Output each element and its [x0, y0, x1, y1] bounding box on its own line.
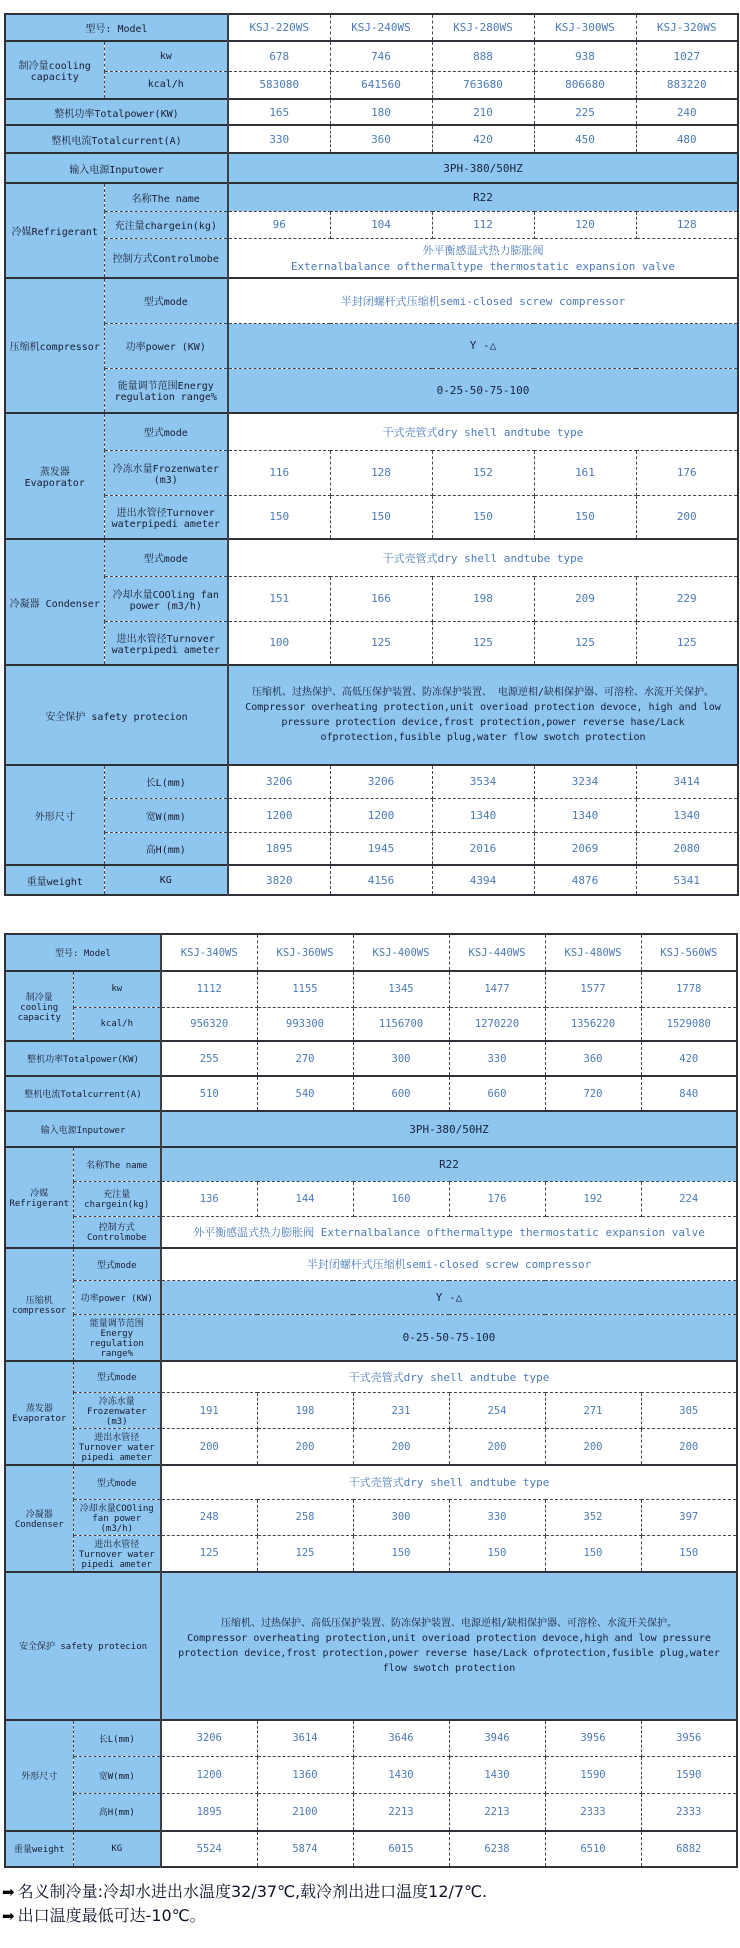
value-cell: 330: [449, 1041, 545, 1076]
width-label: 宽W(mm): [73, 1757, 161, 1794]
charge-label: 充注量chargein(kg): [104, 211, 228, 238]
value-cell: 1200: [228, 798, 330, 832]
compressor-mode-value: 半封闭螺杆式压缩机semi-closed screw compressor: [228, 278, 738, 323]
value-cell: 112: [432, 211, 534, 238]
totalpower-label: 整机功率Totalpower(KW): [5, 1041, 161, 1076]
length-row: [5, 765, 738, 798]
page: [0, 13, 740, 1929]
value-cell: 200: [641, 1429, 737, 1466]
dimensions-label: 外形尺寸: [5, 765, 104, 865]
energy-regulation-value: 0-25-50-75-100: [161, 1314, 737, 1361]
value-cell: 125: [432, 621, 534, 665]
value-cell: 510: [161, 1076, 257, 1111]
value-cell: 225: [534, 99, 636, 125]
value-cell: 180: [330, 99, 432, 125]
value-cell: 3820: [228, 865, 330, 895]
value-cell: 125: [257, 1535, 353, 1572]
value-cell: 450: [534, 125, 636, 153]
cooling-water-label: 冷却水量COOling fan power (m3/h): [104, 576, 228, 621]
value-cell: 3234: [534, 765, 636, 798]
frozen-water-label: 冷冻水量Frozenwater (m3): [104, 450, 228, 495]
energy-regulation-label: 能量调节范围Energy regulation range%: [104, 368, 228, 413]
width-label: 宽W(mm): [104, 798, 228, 832]
evaporator-mode-value: 干式壳管式dry shell andtube type: [228, 413, 738, 450]
value-cell: 6238: [449, 1831, 545, 1867]
weight-label: 重量weight: [5, 865, 104, 895]
value-cell: 1590: [641, 1757, 737, 1794]
safety-value-cn: 压缩机、过热保护、高低压保护装置、防冻保护装置、电源逆相/缺相保护器、可溶栓、水流开关保护。: [220, 1617, 678, 1629]
value-cell: 2333: [641, 1794, 737, 1831]
cooling-kcal-row: [5, 1007, 737, 1041]
value-cell: 583080: [228, 71, 330, 99]
input-power-value: 3PH-380/50HZ: [161, 1111, 737, 1147]
cooling-kw-row: [5, 971, 737, 1007]
cond-pipe-row: [5, 1535, 737, 1572]
value-cell: 1155: [257, 971, 353, 1007]
value-cell: 3946: [449, 1720, 545, 1757]
cooling-water-label: 冷却水量COOling fan power (m3/h): [73, 1499, 161, 1535]
mode-label: 型式mode: [104, 413, 228, 450]
control-label: 控制方式Controlmobe: [104, 238, 228, 278]
evaporator-mode-value: 干式壳管式dry shell andtube type: [161, 1361, 737, 1393]
mode-label: 型式mode: [73, 1465, 161, 1499]
input-power-value: 3PH-380/50HZ: [228, 153, 738, 183]
value-cell: 150: [353, 1535, 449, 1572]
value-cell: 150: [449, 1535, 545, 1572]
evap-pipe-row: [5, 1429, 737, 1466]
evaporator-label: 蒸发器 Evaporator: [5, 1361, 73, 1466]
value-cell: 641560: [330, 71, 432, 99]
model-cell: KSJ-340WS: [161, 934, 257, 971]
value-cell: 3614: [257, 1720, 353, 1757]
value-cell: 3956: [545, 1720, 641, 1757]
weight-unit: KG: [104, 865, 228, 895]
condenser-label: 冷凝器 Condenser: [5, 539, 104, 665]
value-cell: 151: [228, 576, 330, 621]
value-cell: 600: [353, 1076, 449, 1111]
mode-label: 型式mode: [104, 539, 228, 576]
value-cell: 540: [257, 1076, 353, 1111]
value-cell: 3414: [636, 765, 738, 798]
value-cell: 3206: [228, 765, 330, 798]
model-row: [5, 14, 738, 41]
cond-pipe-label: 进出水管径Turnover water pipedi ameter: [73, 1535, 161, 1572]
condenser-mode-row: [5, 1465, 737, 1499]
value-cell: 1270220: [449, 1007, 545, 1041]
model-cell: KSJ-280WS: [432, 14, 534, 41]
control-label: 控制方式Controlmobe: [73, 1216, 161, 1248]
control-value-cn: 外平衡感温式热力膨胀阀: [422, 244, 544, 258]
cooling-water-row: [5, 576, 738, 621]
arrow-icon: ➡: [2, 1882, 15, 1901]
condenser-mode-row: [5, 539, 738, 576]
energy-regulation-row: [5, 368, 738, 413]
value-cell: 198: [432, 576, 534, 621]
condenser-mode-value: 干式壳管式dry shell andtube type: [161, 1465, 737, 1499]
condenser-label: 冷凝器 Condenser: [5, 1465, 73, 1572]
arrow-icon: ➡: [2, 1907, 15, 1926]
refrigerant-name-label: 名称The name: [104, 183, 228, 211]
power-label: 功率power (KW): [73, 1280, 161, 1314]
value-cell: 1340: [432, 798, 534, 832]
value-cell: 2213: [449, 1794, 545, 1831]
value-cell: 125: [330, 621, 432, 665]
value-cell: 1430: [353, 1757, 449, 1794]
safety-row: [5, 1572, 737, 1720]
footnote-line-1: [2, 1880, 740, 1905]
height-label: 高H(mm): [73, 1794, 161, 1831]
value-cell: 3206: [161, 1720, 257, 1757]
safety-value-en: Compressor overheating protection,unit overioad protection devoce,high and low pressure protection device,frost protection,power reverse hase/Lack ofprotection,fusible plug,water flow swotch protection: [178, 1632, 720, 1674]
compressor-power-row: [5, 1280, 737, 1314]
control-value: [228, 238, 738, 278]
compressor-mode-value: 半封闭螺杆式压缩机semi-closed screw compressor: [161, 1248, 737, 1280]
totalcurrent-label: 整机电流Totalcurrent(A): [5, 1076, 161, 1111]
value-cell: 1477: [449, 971, 545, 1007]
control-value: [161, 1216, 737, 1248]
charge-row: [5, 211, 738, 238]
input-power-label: 输入电源Inputower: [5, 1111, 161, 1147]
refrigerant-name-row: [5, 1147, 737, 1181]
value-cell: 152: [432, 450, 534, 495]
value-cell: 1590: [545, 1757, 641, 1794]
value-cell: 2080: [636, 832, 738, 865]
kcal-label: kcal/h: [104, 71, 228, 99]
value-cell: 125: [534, 621, 636, 665]
value-cell: 1945: [330, 832, 432, 865]
value-cell: 1156700: [353, 1007, 449, 1041]
control-row: [5, 1216, 737, 1248]
spec-table-1: [4, 13, 739, 896]
value-cell: 3956: [641, 1720, 737, 1757]
value-cell: 144: [257, 1181, 353, 1216]
value-cell: 128: [636, 211, 738, 238]
totalpower-row: [5, 1041, 737, 1076]
input-power-label: 输入电源Inputower: [5, 153, 228, 183]
kw-label: kw: [104, 41, 228, 71]
cooling-capacity-label: 制冷量cooling capacity: [5, 971, 73, 1041]
value-cell: 258: [257, 1499, 353, 1535]
safety-value: [161, 1572, 737, 1720]
value-cell: 2100: [257, 1794, 353, 1831]
power-value: Y -△: [228, 323, 738, 368]
value-cell: 254: [449, 1393, 545, 1429]
cooling-kw-row: [5, 41, 738, 71]
control-value-en: Externalbalance ofthermaltype thermostatic expansion valve: [320, 1225, 705, 1239]
value-cell: 270: [257, 1041, 353, 1076]
value-cell: 2213: [353, 1794, 449, 1831]
value-cell: 200: [545, 1429, 641, 1466]
refrigerant-name-label: 名称The name: [73, 1147, 161, 1181]
weight-row: [5, 865, 738, 895]
value-cell: 480: [636, 125, 738, 153]
value-cell: 1356220: [545, 1007, 641, 1041]
evap-pipe-row: [5, 495, 738, 539]
value-cell: 2016: [432, 832, 534, 865]
value-cell: 1895: [161, 1794, 257, 1831]
value-cell: 763680: [432, 71, 534, 99]
input-power-row: [5, 1111, 737, 1147]
control-value-cn: 外平衡感温式热力膨胀阀: [193, 1225, 315, 1239]
weight-unit: KG: [73, 1831, 161, 1867]
safety-value-en: Compressor overheating protection,unit overioad protection devoce, high and low pressure protection device,frost protection,power reverse hase/Lack ofprotection,fusible plug,water flow swotch protection: [245, 702, 721, 743]
charge-label: 充注量chargein(kg): [73, 1181, 161, 1216]
control-value-en: Externalbalance ofthermaltype thermostatic expansion valve: [290, 260, 676, 274]
value-cell: 6882: [641, 1831, 737, 1867]
value-cell: 806680: [534, 71, 636, 99]
value-cell: 5341: [636, 865, 738, 895]
value-cell: 1778: [641, 971, 737, 1007]
compressor-power-row: [5, 323, 738, 368]
footnote-line-2: [2, 1904, 740, 1929]
safety-value-cn: 压缩机、过热保护、高低压保护装置、防冻保护装置、 电源逆相/缺相保护器、可溶栓、水流开关保护。: [251, 687, 715, 698]
safety-label: 安全保护 safety protecion: [5, 1572, 161, 1720]
value-cell: 161: [534, 450, 636, 495]
power-label: 功率power (KW): [104, 323, 228, 368]
frozen-water-label: 冷冻水量Frozenwater (m3): [73, 1393, 161, 1429]
value-cell: 231: [353, 1393, 449, 1429]
compressor-mode-row: [5, 278, 738, 323]
value-cell: 96: [228, 211, 330, 238]
model-cell: KSJ-240WS: [330, 14, 432, 41]
energy-regulation-value: 0-25-50-75-100: [228, 368, 738, 413]
compressor-mode-row: [5, 1248, 737, 1280]
value-cell: 993300: [257, 1007, 353, 1041]
model-cell: KSJ-360WS: [257, 934, 353, 971]
length-label: 长L(mm): [104, 765, 228, 798]
value-cell: 210: [432, 99, 534, 125]
model-cell: KSJ-560WS: [641, 934, 737, 971]
mode-label: 型式mode: [73, 1361, 161, 1393]
value-cell: 200: [636, 495, 738, 539]
condenser-mode-value: 干式壳管式dry shell andtube type: [228, 539, 738, 576]
value-cell: 5524: [161, 1831, 257, 1867]
value-cell: 229: [636, 576, 738, 621]
totalcurrent-label: 整机电流Totalcurrent(A): [5, 125, 228, 153]
value-cell: 150: [641, 1535, 737, 1572]
value-cell: 116: [228, 450, 330, 495]
totalcurrent-row: [5, 1076, 737, 1111]
model-cell: KSJ-400WS: [353, 934, 449, 971]
safety-label: 安全保护 safety protecion: [5, 665, 228, 765]
value-cell: 1200: [161, 1757, 257, 1794]
compressor-label: 压缩机compressor: [5, 278, 104, 413]
value-cell: 3206: [330, 765, 432, 798]
safety-value: [228, 665, 738, 765]
value-cell: 160: [353, 1181, 449, 1216]
value-cell: 125: [636, 621, 738, 665]
value-cell: 330: [449, 1499, 545, 1535]
value-cell: 352: [545, 1499, 641, 1535]
value-cell: 240: [636, 99, 738, 125]
value-cell: 248: [161, 1499, 257, 1535]
dimensions-label: 外形尺寸: [5, 1720, 73, 1831]
value-cell: 5874: [257, 1831, 353, 1867]
value-cell: 191: [161, 1393, 257, 1429]
value-cell: 420: [641, 1041, 737, 1076]
width-row: [5, 798, 738, 832]
energy-regulation-row: [5, 1314, 737, 1361]
value-cell: 883220: [636, 71, 738, 99]
model-row: [5, 934, 737, 971]
footnotes: [2, 1880, 740, 1930]
evaporator-label: 蒸发器 Evaporator: [5, 413, 104, 539]
mode-label: 型式mode: [73, 1248, 161, 1280]
model-cell: KSJ-440WS: [449, 934, 545, 971]
mode-label: 型式mode: [104, 278, 228, 323]
cooling-capacity-label: 制冷量cooling capacity: [5, 41, 104, 99]
model-cell: KSJ-480WS: [545, 934, 641, 971]
value-cell: 6510: [545, 1831, 641, 1867]
value-cell: 1027: [636, 41, 738, 71]
value-cell: 300: [353, 1041, 449, 1076]
refrigerant-name-row: [5, 183, 738, 211]
cond-pipe-row: [5, 621, 738, 665]
value-cell: 938: [534, 41, 636, 71]
value-cell: 200: [353, 1429, 449, 1466]
value-cell: 4156: [330, 865, 432, 895]
cooling-kcal-row: [5, 71, 738, 99]
value-cell: 104: [330, 211, 432, 238]
value-cell: 100: [228, 621, 330, 665]
totalpower-row: [5, 99, 738, 125]
value-cell: 150: [330, 495, 432, 539]
weight-row: [5, 1831, 737, 1867]
value-cell: 2069: [534, 832, 636, 865]
kw-label: kw: [73, 971, 161, 1007]
value-cell: 678: [228, 41, 330, 71]
model-cell: KSJ-320WS: [636, 14, 738, 41]
value-cell: 300: [353, 1499, 449, 1535]
value-cell: 125: [161, 1535, 257, 1572]
footnote-text-2: 出口温度最低可达-10℃。: [17, 1906, 206, 1926]
value-cell: 1340: [636, 798, 738, 832]
value-cell: 1577: [545, 971, 641, 1007]
spec-table-2: [4, 933, 738, 1868]
value-cell: 1529080: [641, 1007, 737, 1041]
refrigerant-name-value: R22: [228, 183, 738, 211]
value-cell: 224: [641, 1181, 737, 1216]
value-cell: 200: [161, 1429, 257, 1466]
evap-pipe-label: 进出水管径Turnover water pipedi ameter: [73, 1429, 161, 1466]
height-row: [5, 1794, 737, 1831]
value-cell: 176: [636, 450, 738, 495]
safety-row: [5, 665, 738, 765]
value-cell: 166: [330, 576, 432, 621]
weight-label: 重量weight: [5, 1831, 73, 1867]
width-row: [5, 1757, 737, 1794]
evaporator-mode-row: [5, 1361, 737, 1393]
value-cell: 330: [228, 125, 330, 153]
value-cell: 176: [449, 1181, 545, 1216]
value-cell: 1360: [257, 1757, 353, 1794]
length-label: 长L(mm): [73, 1720, 161, 1757]
model-cell: KSJ-220WS: [228, 14, 330, 41]
value-cell: 150: [228, 495, 330, 539]
value-cell: 165: [228, 99, 330, 125]
value-cell: 720: [545, 1076, 641, 1111]
value-cell: 746: [330, 41, 432, 71]
value-cell: 209: [534, 576, 636, 621]
value-cell: 360: [330, 125, 432, 153]
evap-pipe-label: 进出水管径Turnover waterpipedi ameter: [104, 495, 228, 539]
refrigerant-name-value: R22: [161, 1147, 737, 1181]
value-cell: 1112: [161, 971, 257, 1007]
refrigerant-label: 冷媒Refrigerant: [5, 183, 104, 278]
value-cell: 360: [545, 1041, 641, 1076]
value-cell: 956320: [161, 1007, 257, 1041]
totalpower-label: 整机功率Totalpower(KW): [5, 99, 228, 125]
value-cell: 150: [432, 495, 534, 539]
value-cell: 420: [432, 125, 534, 153]
value-cell: 888: [432, 41, 534, 71]
value-cell: 6015: [353, 1831, 449, 1867]
footnote-text-1: 名义制冷量:冷却水进出水温度32/37℃,载冷剂出进口温度12/7℃.: [17, 1881, 488, 1901]
power-value: Y -△: [161, 1280, 737, 1314]
value-cell: 4394: [432, 865, 534, 895]
value-cell: 150: [534, 495, 636, 539]
value-cell: 1430: [449, 1757, 545, 1794]
model-label: 型号: Model: [5, 14, 228, 41]
height-row: [5, 832, 738, 865]
model-cell: KSJ-300WS: [534, 14, 636, 41]
charge-row: [5, 1181, 737, 1216]
value-cell: 198: [257, 1393, 353, 1429]
value-cell: 840: [641, 1076, 737, 1111]
value-cell: 192: [545, 1181, 641, 1216]
refrigerant-label: 冷媒Refrigerant: [5, 1147, 73, 1248]
cond-pipe-label: 进出水管径Turnover waterpipedi ameter: [104, 621, 228, 665]
value-cell: 271: [545, 1393, 641, 1429]
model-label: 型号: Model: [5, 934, 161, 971]
totalcurrent-row: [5, 125, 738, 153]
value-cell: 1200: [330, 798, 432, 832]
value-cell: 128: [330, 450, 432, 495]
length-row: [5, 1720, 737, 1757]
value-cell: 120: [534, 211, 636, 238]
value-cell: 136: [161, 1181, 257, 1216]
height-label: 高H(mm): [104, 832, 228, 865]
compressor-label: 压缩机compressor: [5, 1248, 73, 1361]
input-power-row: [5, 153, 738, 183]
value-cell: 200: [449, 1429, 545, 1466]
control-row: [5, 238, 738, 278]
value-cell: 1340: [534, 798, 636, 832]
value-cell: 4876: [534, 865, 636, 895]
value-cell: 305: [641, 1393, 737, 1429]
value-cell: 255: [161, 1041, 257, 1076]
evaporator-mode-row: [5, 413, 738, 450]
energy-regulation-label: 能量调节范围Energy regulation range%: [73, 1314, 161, 1361]
value-cell: 1345: [353, 971, 449, 1007]
value-cell: 200: [257, 1429, 353, 1466]
frozen-water-row: [5, 450, 738, 495]
value-cell: 1895: [228, 832, 330, 865]
frozen-water-row: [5, 1393, 737, 1429]
value-cell: 660: [449, 1076, 545, 1111]
value-cell: 3534: [432, 765, 534, 798]
value-cell: 397: [641, 1499, 737, 1535]
value-cell: 150: [545, 1535, 641, 1572]
kcal-label: kcal/h: [73, 1007, 161, 1041]
value-cell: 2333: [545, 1794, 641, 1831]
cooling-water-row: [5, 1499, 737, 1535]
value-cell: 3646: [353, 1720, 449, 1757]
